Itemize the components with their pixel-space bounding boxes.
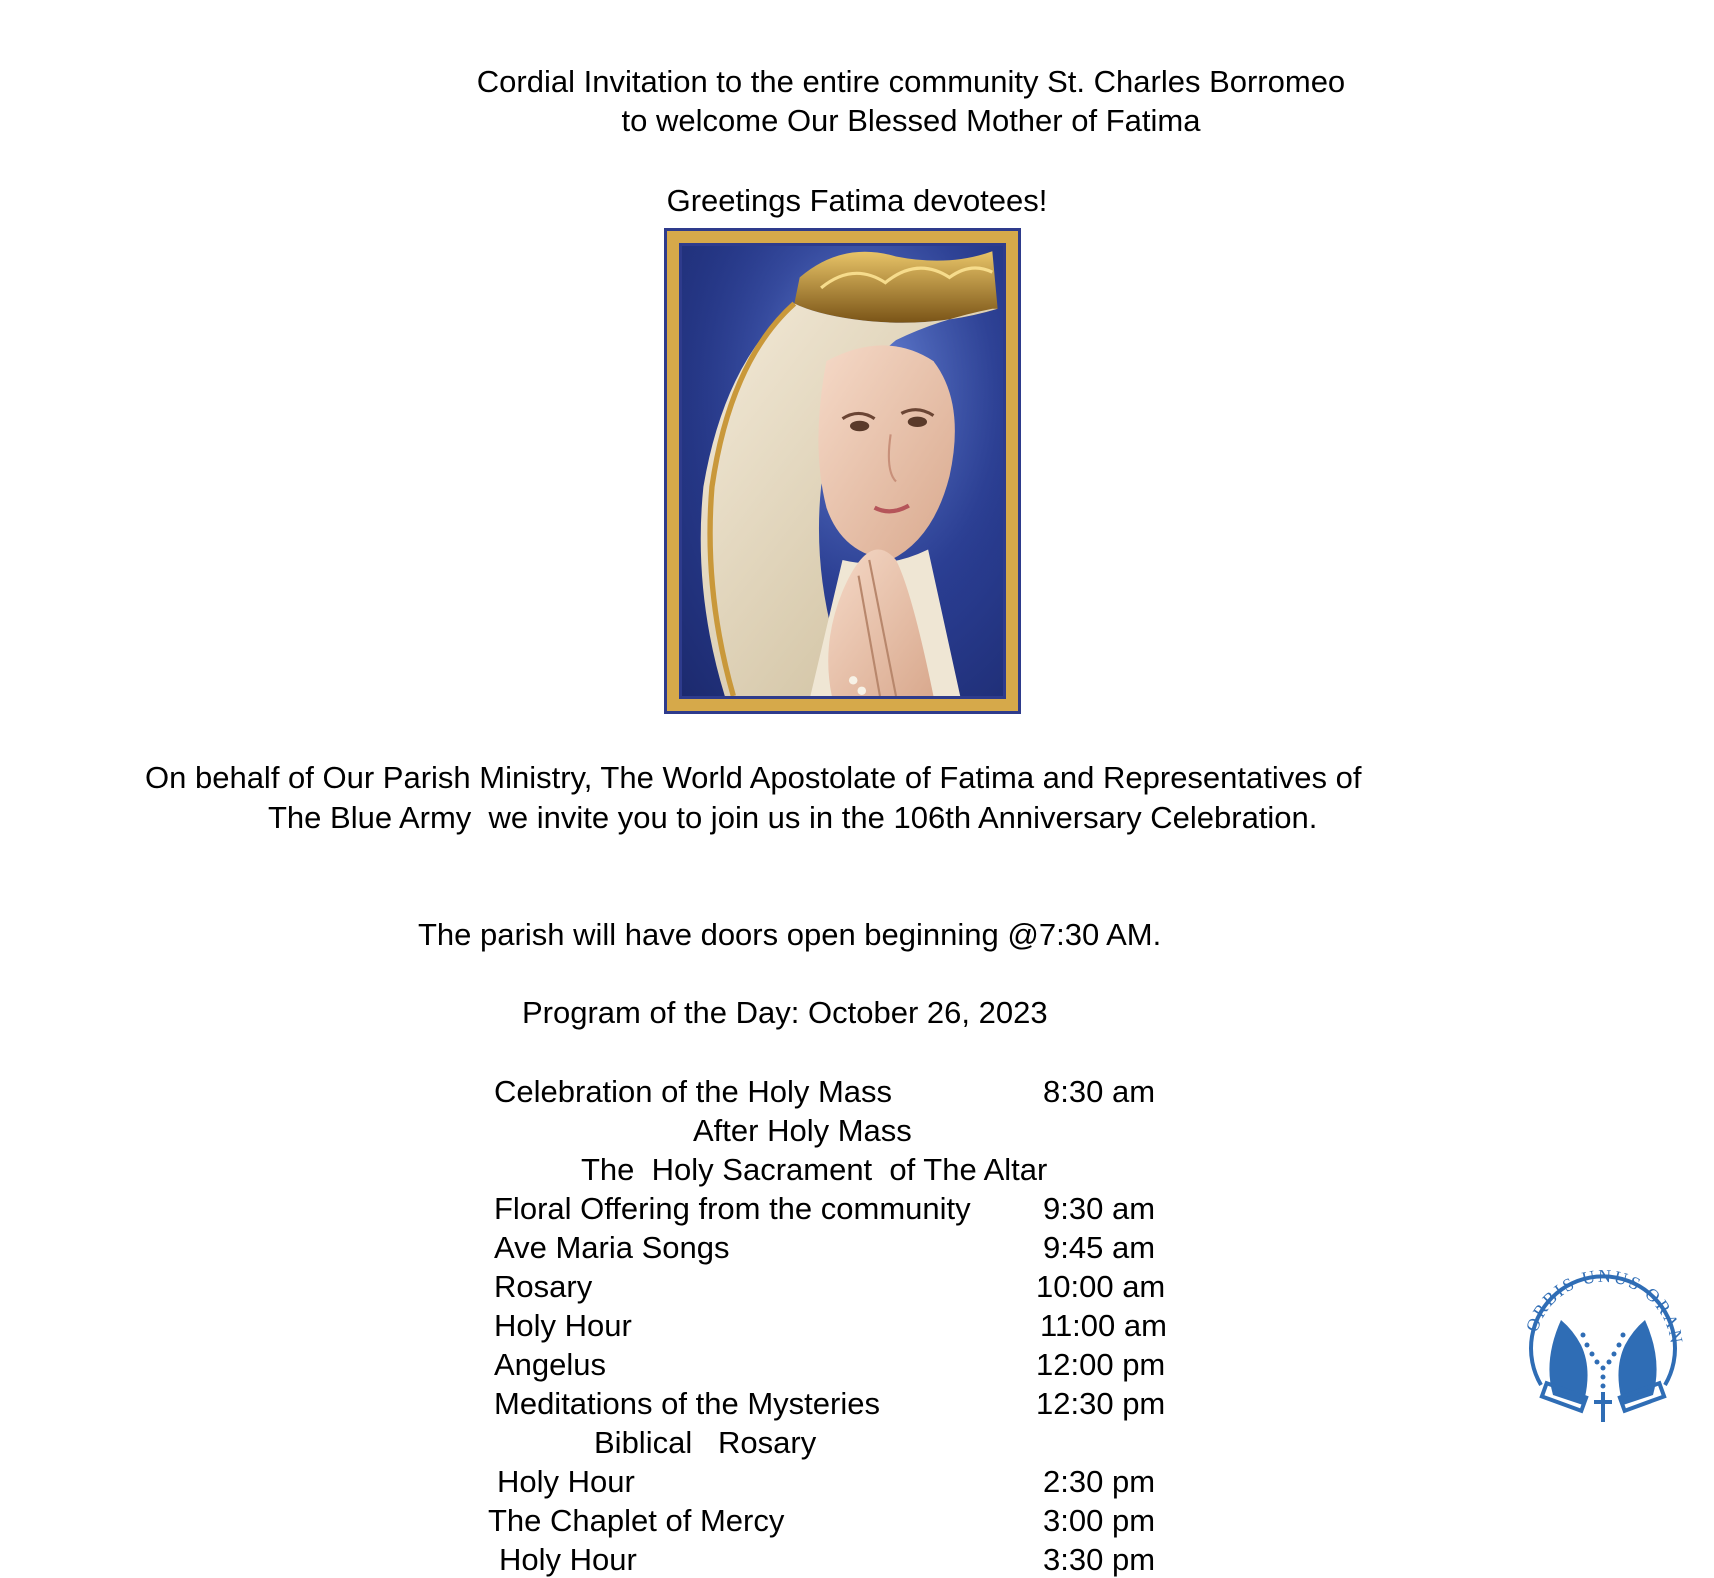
schedule-label: Celebration of the Holy Mass: [494, 1074, 893, 1109]
schedule-time: 9:30 am: [1043, 1191, 1156, 1226]
portrait-gold-border: [667, 231, 1018, 711]
schedule-label: The Chaplet of Mercy: [488, 1503, 785, 1538]
madonna-illustration: [682, 246, 1003, 696]
schedule-label: Meditations of the Mysteries: [494, 1386, 880, 1421]
schedule-time: 10:00 am: [1036, 1269, 1166, 1304]
schedule-label: Holy Hour: [499, 1542, 637, 1577]
doors-open-notice: The parish will have doors open beginning @7:30 AM.: [418, 917, 1162, 952]
program-title: Program of the Day: October 26, 2023: [522, 995, 1048, 1030]
schedule-time: 3:00 pm: [1043, 1503, 1156, 1538]
schedule-label: Angelus: [494, 1347, 607, 1382]
our-lady-of-fatima-portrait: [664, 228, 1021, 714]
schedule-label: Rosary: [494, 1269, 593, 1304]
invitation-line-1: Cordial Invitation to the entire community St. Charles Borromeo: [476, 64, 1346, 99]
schedule-label: Biblical Rosary: [594, 1425, 817, 1460]
invitation-line-2: to welcome Our Blessed Mother of Fatima: [621, 103, 1201, 138]
portrait-image: [679, 243, 1006, 699]
schedule-time: 2:30 pm: [1043, 1464, 1156, 1499]
schedule-time: 9:45 am: [1043, 1230, 1156, 1265]
intro-line-2: The Blue Army we invite you to join us in the 106th Anniversary Celebration.: [268, 800, 1318, 835]
world-apostolate-logo: [1513, 1250, 1693, 1430]
schedule-label: The Holy Sacrament of The Altar: [581, 1152, 1048, 1187]
praying-hands-rosary-icon: [1513, 1250, 1693, 1430]
schedule-label: Holy Hour: [494, 1308, 632, 1343]
greeting: Greetings Fatima devotees!: [666, 183, 1048, 218]
schedule-label: Ave Maria Songs: [494, 1230, 730, 1265]
schedule-time: 3:30 pm: [1043, 1542, 1156, 1577]
schedule-time: 12:30 pm: [1036, 1386, 1166, 1421]
schedule-label: Holy Hour: [497, 1464, 635, 1499]
schedule-time: 8:30 am: [1043, 1074, 1156, 1109]
schedule-label: After Holy Mass: [693, 1113, 912, 1148]
svg-text:ORBIS UNUS ORANS: ORBIS UNUS ORAN: [1521, 1265, 1688, 1347]
schedule-label: Floral Offering from the community: [494, 1191, 971, 1226]
schedule-time: 12:00 pm: [1036, 1347, 1166, 1382]
intro-line-1: On behalf of Our Parish Ministry, The World Apostolate of Fatima and Representatives of: [145, 760, 1362, 795]
schedule-time: 11:00 am: [1040, 1308, 1167, 1343]
